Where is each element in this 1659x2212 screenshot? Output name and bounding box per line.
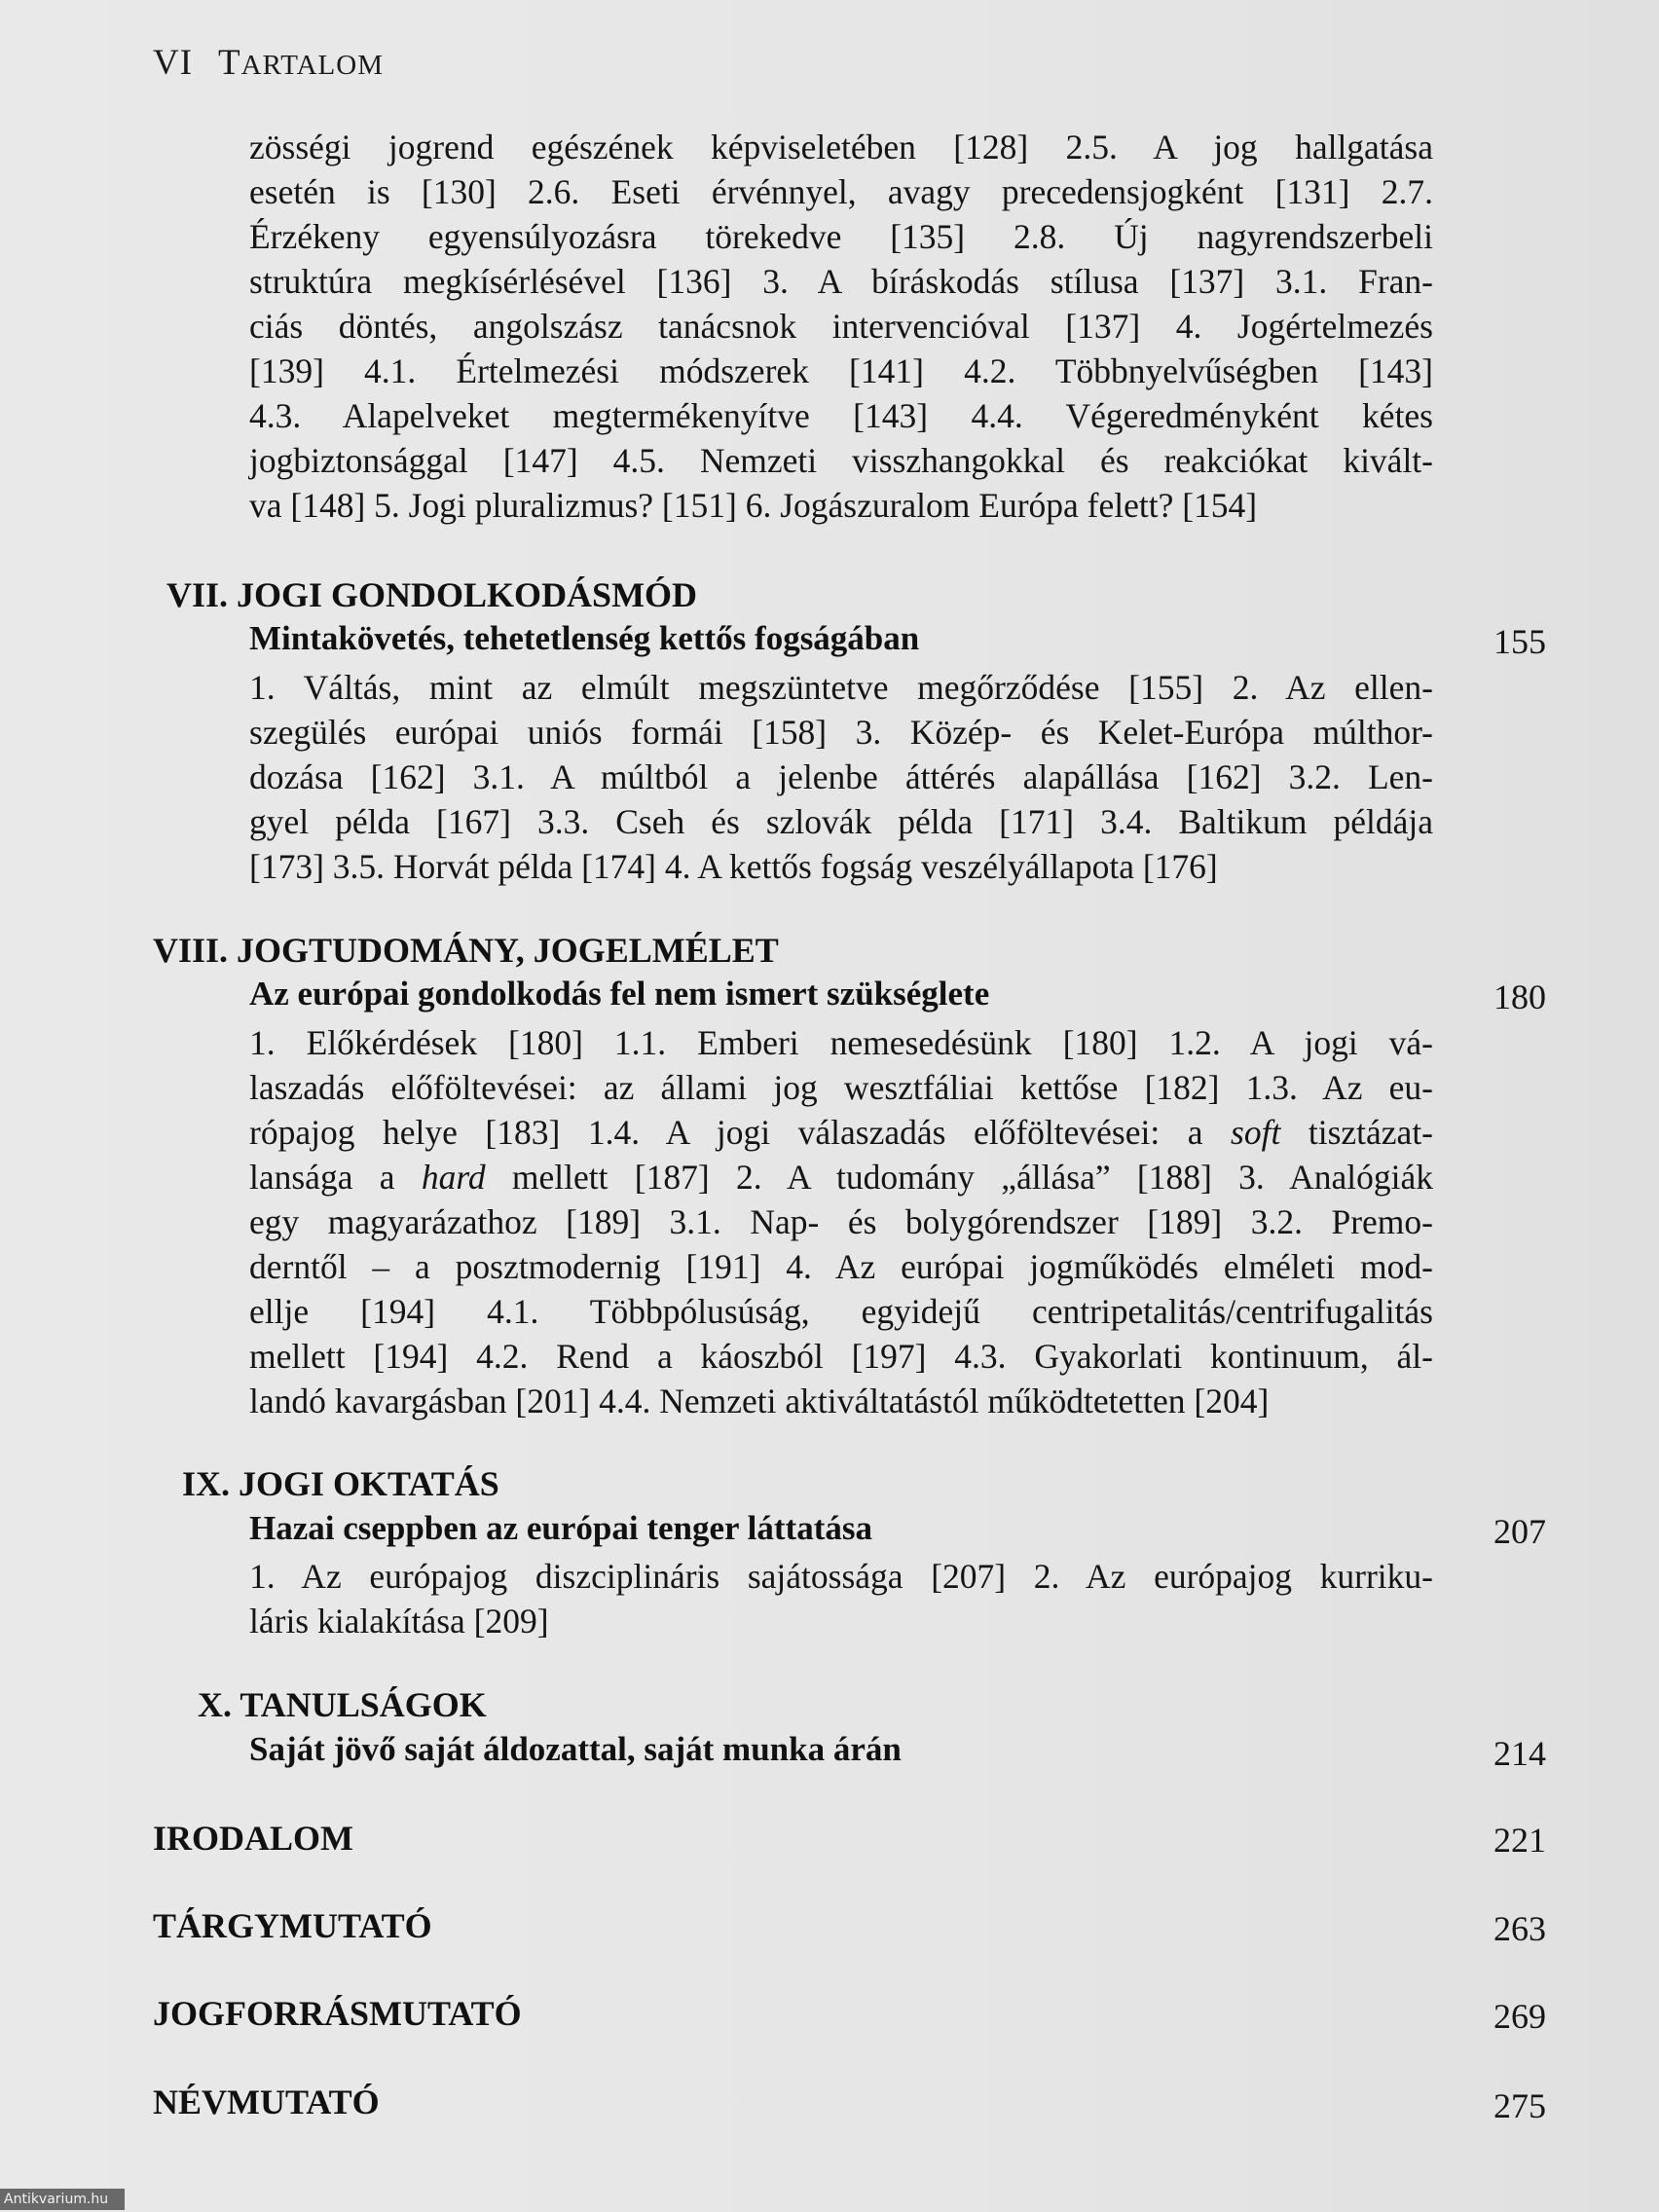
contents-line: laszadás előföltevései: az állami jog wesztfáliai kettőse [182] 1.3. Az eu-	[249, 1068, 1433, 1107]
chapter-subtitle-x: Saját jövő saját áldozattal, saját munka árán	[249, 1730, 902, 1768]
contents-line: 1. Az európajog diszciplináris sajátossága [207] 2. Az európajog kurriku-	[249, 1557, 1433, 1596]
contents-line: [139] 4.1. Értelmezési módszerek [141] 4.2. Többnyelvűségben [143]	[249, 351, 1433, 390]
back-matter-page: 221	[1493, 1821, 1546, 1860]
header-title-initial: T	[218, 43, 241, 83]
contents-line: egy magyarázathoz [189] 3.1. Nap- és bolygórendszer [189] 3.2. Premo-	[249, 1202, 1433, 1241]
back-matter-title: JOGFORRÁSMUTATÓ	[153, 1994, 522, 2033]
chapter-title: JOGTUDOMÁNY, JOGELMÉLET	[237, 931, 779, 970]
back-matter-page: 263	[1493, 1909, 1546, 1948]
contents-line: gyel példa [167] 3.3. Cseh és szlovák példa [171] 3.4. Baltikum példája	[249, 802, 1433, 841]
contents-line: esetén is [130] 2.6. Eseti érvénnyel, avagy precedensjogként [131] 2.7.	[249, 172, 1433, 211]
contents-line: 4.3. Alapelveket megtermékenyítve [143] 4.4. Végeredményként kétes	[249, 396, 1433, 435]
back-matter-title: IRODALOM	[153, 1819, 353, 1858]
contents-line: ellje [194] 4.1. Többpólusúság, egyidejű centripetalitás/centrifugalitás	[249, 1292, 1433, 1331]
watermark: Antikvarium.hu	[0, 2189, 125, 2210]
contents-line: 1. Előkérdések [180] 1.1. Emberi nemesedésünk [180] 1.2. A jogi vá-	[249, 1023, 1433, 1062]
contents-line: szegülés európai uniós formái [158] 3. Közép- és Kelet-Európa múlthor-	[249, 713, 1433, 752]
back-matter-title: TÁRGYMUTATÓ	[153, 1906, 432, 1945]
contents-line: jogbiztonsággal [147] 4.5. Nemzeti visszhangokkal és reakciókat kivált-	[249, 441, 1433, 480]
chapter-page-ix: 207	[1493, 1512, 1546, 1551]
chapter-contents-ix	[249, 1554, 1433, 1643]
contents-line: mellett [194] 4.2. Rend a káoszból [197] 4.3. Gyakorlati kontinuum, ál-	[249, 1337, 1433, 1376]
back-matter-page: 275	[1493, 2086, 1546, 2125]
chapter-heading-vii	[166, 574, 697, 615]
chapter-subtitle-ix: Hazai cseppben az európai tenger láttatása	[249, 1509, 872, 1547]
back-matter-title: NÉVMUTATÓ	[153, 2083, 380, 2121]
contents-line: lansága a hard mellett [187] 2. A tudomány „állása” [188] 3. Analógiák	[249, 1158, 1433, 1197]
page-numeral: VI	[153, 43, 194, 83]
running-header	[153, 42, 384, 84]
chapter-contents-vii	[249, 665, 1433, 889]
chapter-heading-x	[198, 1684, 487, 1725]
contents-line: dozása [162] 3.1. A múltból a jelenbe áttérés alapállása [162] 3.2. Len-	[249, 757, 1433, 796]
chapter-heading-viii	[153, 930, 779, 971]
contents-line: 1. Váltás, mint az elmúlt megszüntetve megőrződése [155] 2. Az ellen-	[249, 668, 1433, 707]
chapter-number: VII.	[166, 575, 229, 614]
contents-line: landó kavargásban [201] 4.4. Nemzeti aktiváltatástól működtetetten [204]	[249, 1382, 1270, 1420]
chapter-subtitle-vii: Mintakövetés, tehetetlenség kettős fogságában	[249, 619, 920, 657]
contents-line: zösségi jogrend egészének képviseletében [128] 2.5. A jog hallgatása	[249, 128, 1433, 166]
header-title-rest: ARTALOM	[240, 50, 384, 81]
chapter-contents-viii	[249, 1020, 1433, 1423]
contents-line: láris kialakítása [209]	[249, 1602, 549, 1641]
prev-chapter-contents	[249, 125, 1433, 528]
chapter-title: JOGI GONDOLKODÁSMÓD	[237, 575, 698, 614]
contents-line: struktúra megkísérlésével [136] 3. A bíráskodás stílusa [137] 3.1. Fran-	[249, 262, 1433, 301]
contents-line: va [148] 5. Jogi pluralizmus? [151] 6. Jogászuralom Európa felett? [154]	[249, 486, 1258, 525]
contents-line: derntől – a posztmodernig [191] 4. Az európai jogműködés elméleti mod-	[249, 1247, 1433, 1286]
chapter-page-vii: 155	[1493, 622, 1546, 661]
chapter-number: X.	[198, 1685, 232, 1724]
chapter-title: TANULSÁGOK	[240, 1685, 487, 1724]
contents-line: ciás döntés, angolszász tanácsnok intervencióval [137] 4. Jogértelmezés	[249, 307, 1433, 346]
contents-line: rópajog helye [183] 1.4. A jogi válaszadás előföltevései: a soft tisztázat-	[249, 1113, 1433, 1152]
contents-line: Érzékeny egyensúlyozásra törekedve [135] 2.8. Új nagyrendszerbeli	[249, 217, 1433, 256]
chapter-subtitle-viii: Az európai gondolkodás fel nem ismert szükséglete	[249, 975, 990, 1013]
chapter-number: VIII.	[153, 931, 229, 970]
back-matter-page: 269	[1493, 1997, 1546, 2036]
chapter-heading-ix	[182, 1463, 499, 1504]
contents-line: [173] 3.5. Horvát példa [174] 4. A kettős fogság veszélyállapota [176]	[249, 847, 1218, 886]
chapter-title: JOGI OKTATÁS	[239, 1464, 499, 1503]
chapter-page-x: 214	[1493, 1734, 1546, 1773]
chapter-number: IX.	[182, 1464, 231, 1503]
chapter-page-viii: 180	[1493, 977, 1546, 1016]
